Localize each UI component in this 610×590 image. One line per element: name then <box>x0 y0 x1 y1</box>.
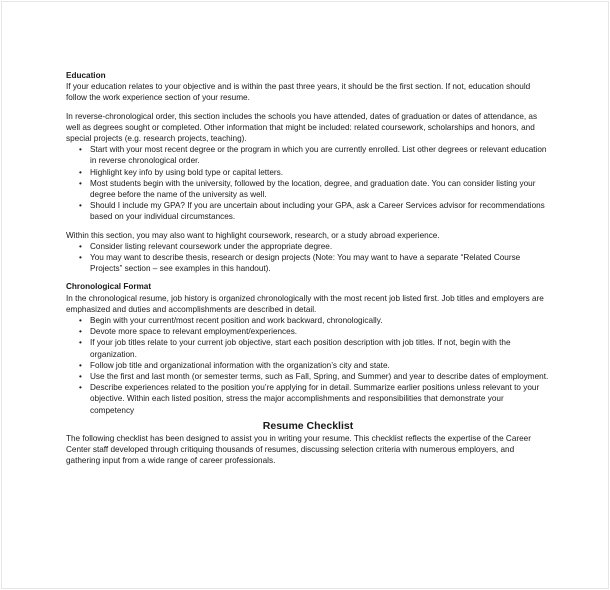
list-item: • Describe experiences related to the position you’re applying for in detail. Summarize earlier positions unless relevant to your objective. Within each listed position, stress the major accomplishments and responsibilities that demonstrate your competency <box>66 382 550 416</box>
list-item: • Follow job title and organizational information with the organization’s city and state. <box>66 360 550 371</box>
list-item: • Highlight key info by using bold type or capital letters. <box>66 167 550 178</box>
chronological-intro: In the chronological resume, job history is organized chronologically with the most recent job listed first. Job titles and employers are emphasized and duties and accomplishments are described in detail. <box>66 293 544 314</box>
chronological-bullet-list <box>66 315 550 416</box>
list-item: • Should I include my GPA? If you are uncertain about including your GPA, ask a Career Services advisor for recommendations based on your individual circumstances. <box>66 200 550 222</box>
checklist-intro: The following checklist has been designed to assist you in writing your resume. This checklist reflects the expertise of the Career Center staff developed through critiquing thousands of resumes, discussing selection criteria with numerous employers, and gathering input from a wide range of career professionals. <box>66 433 531 466</box>
education-within-list <box>66 241 550 275</box>
education-within-text: Within this section, you may also want to highlight coursework, research, or a study abroad experience. <box>66 230 440 240</box>
chronological-heading: Chronological Format <box>66 282 152 292</box>
list-item: • You may want to describe thesis, research or design projects (Note: You may want to have a separate “Related Course Projects” section – see examples in this handout). <box>66 252 550 274</box>
list-item: • Most students begin with the university, followed by the location, degree, and graduation date. You can consider listing your degree before the name of the university as well. <box>66 178 550 200</box>
education-heading: Education <box>66 71 106 80</box>
list-item: • If your job titles relate to your current job objective, start each position description with job titles. If not, begin with the organization. <box>66 337 550 359</box>
list-item: • Use the first and last month (or semester terms, such as Fall, Spring, and Summer) and year to describe dates of employment. <box>66 371 550 382</box>
document-body <box>66 70 550 467</box>
list-item: • Devote more space to relevant employment/experiences. <box>66 326 550 337</box>
education-bullet-list <box>66 144 550 222</box>
list-item: • Consider listing relevant coursework under the appropriate degree. <box>66 241 550 252</box>
list-item: • Begin with your current/most recent position and work backward, chronologically. <box>66 315 550 326</box>
list-item: • Start with your most recent degree or the program in which you are currently enrolled. List other degrees or relevant education in reverse chronological order. <box>66 144 550 166</box>
education-order-text: In reverse-chronological order, this section includes the schools you have attended, dates of graduation or dates of attendance, as well as degrees sought or completed. Other information that might be included: related coursework, scholarships and honors, and special projects (e.g. research projects, teaching). <box>66 111 538 144</box>
education-intro: If your education relates to your objective and is within the past three years, it should be the first section. If not, education should follow the work experience section of your resume. <box>66 82 531 103</box>
checklist-title: Resume Checklist <box>262 419 354 432</box>
